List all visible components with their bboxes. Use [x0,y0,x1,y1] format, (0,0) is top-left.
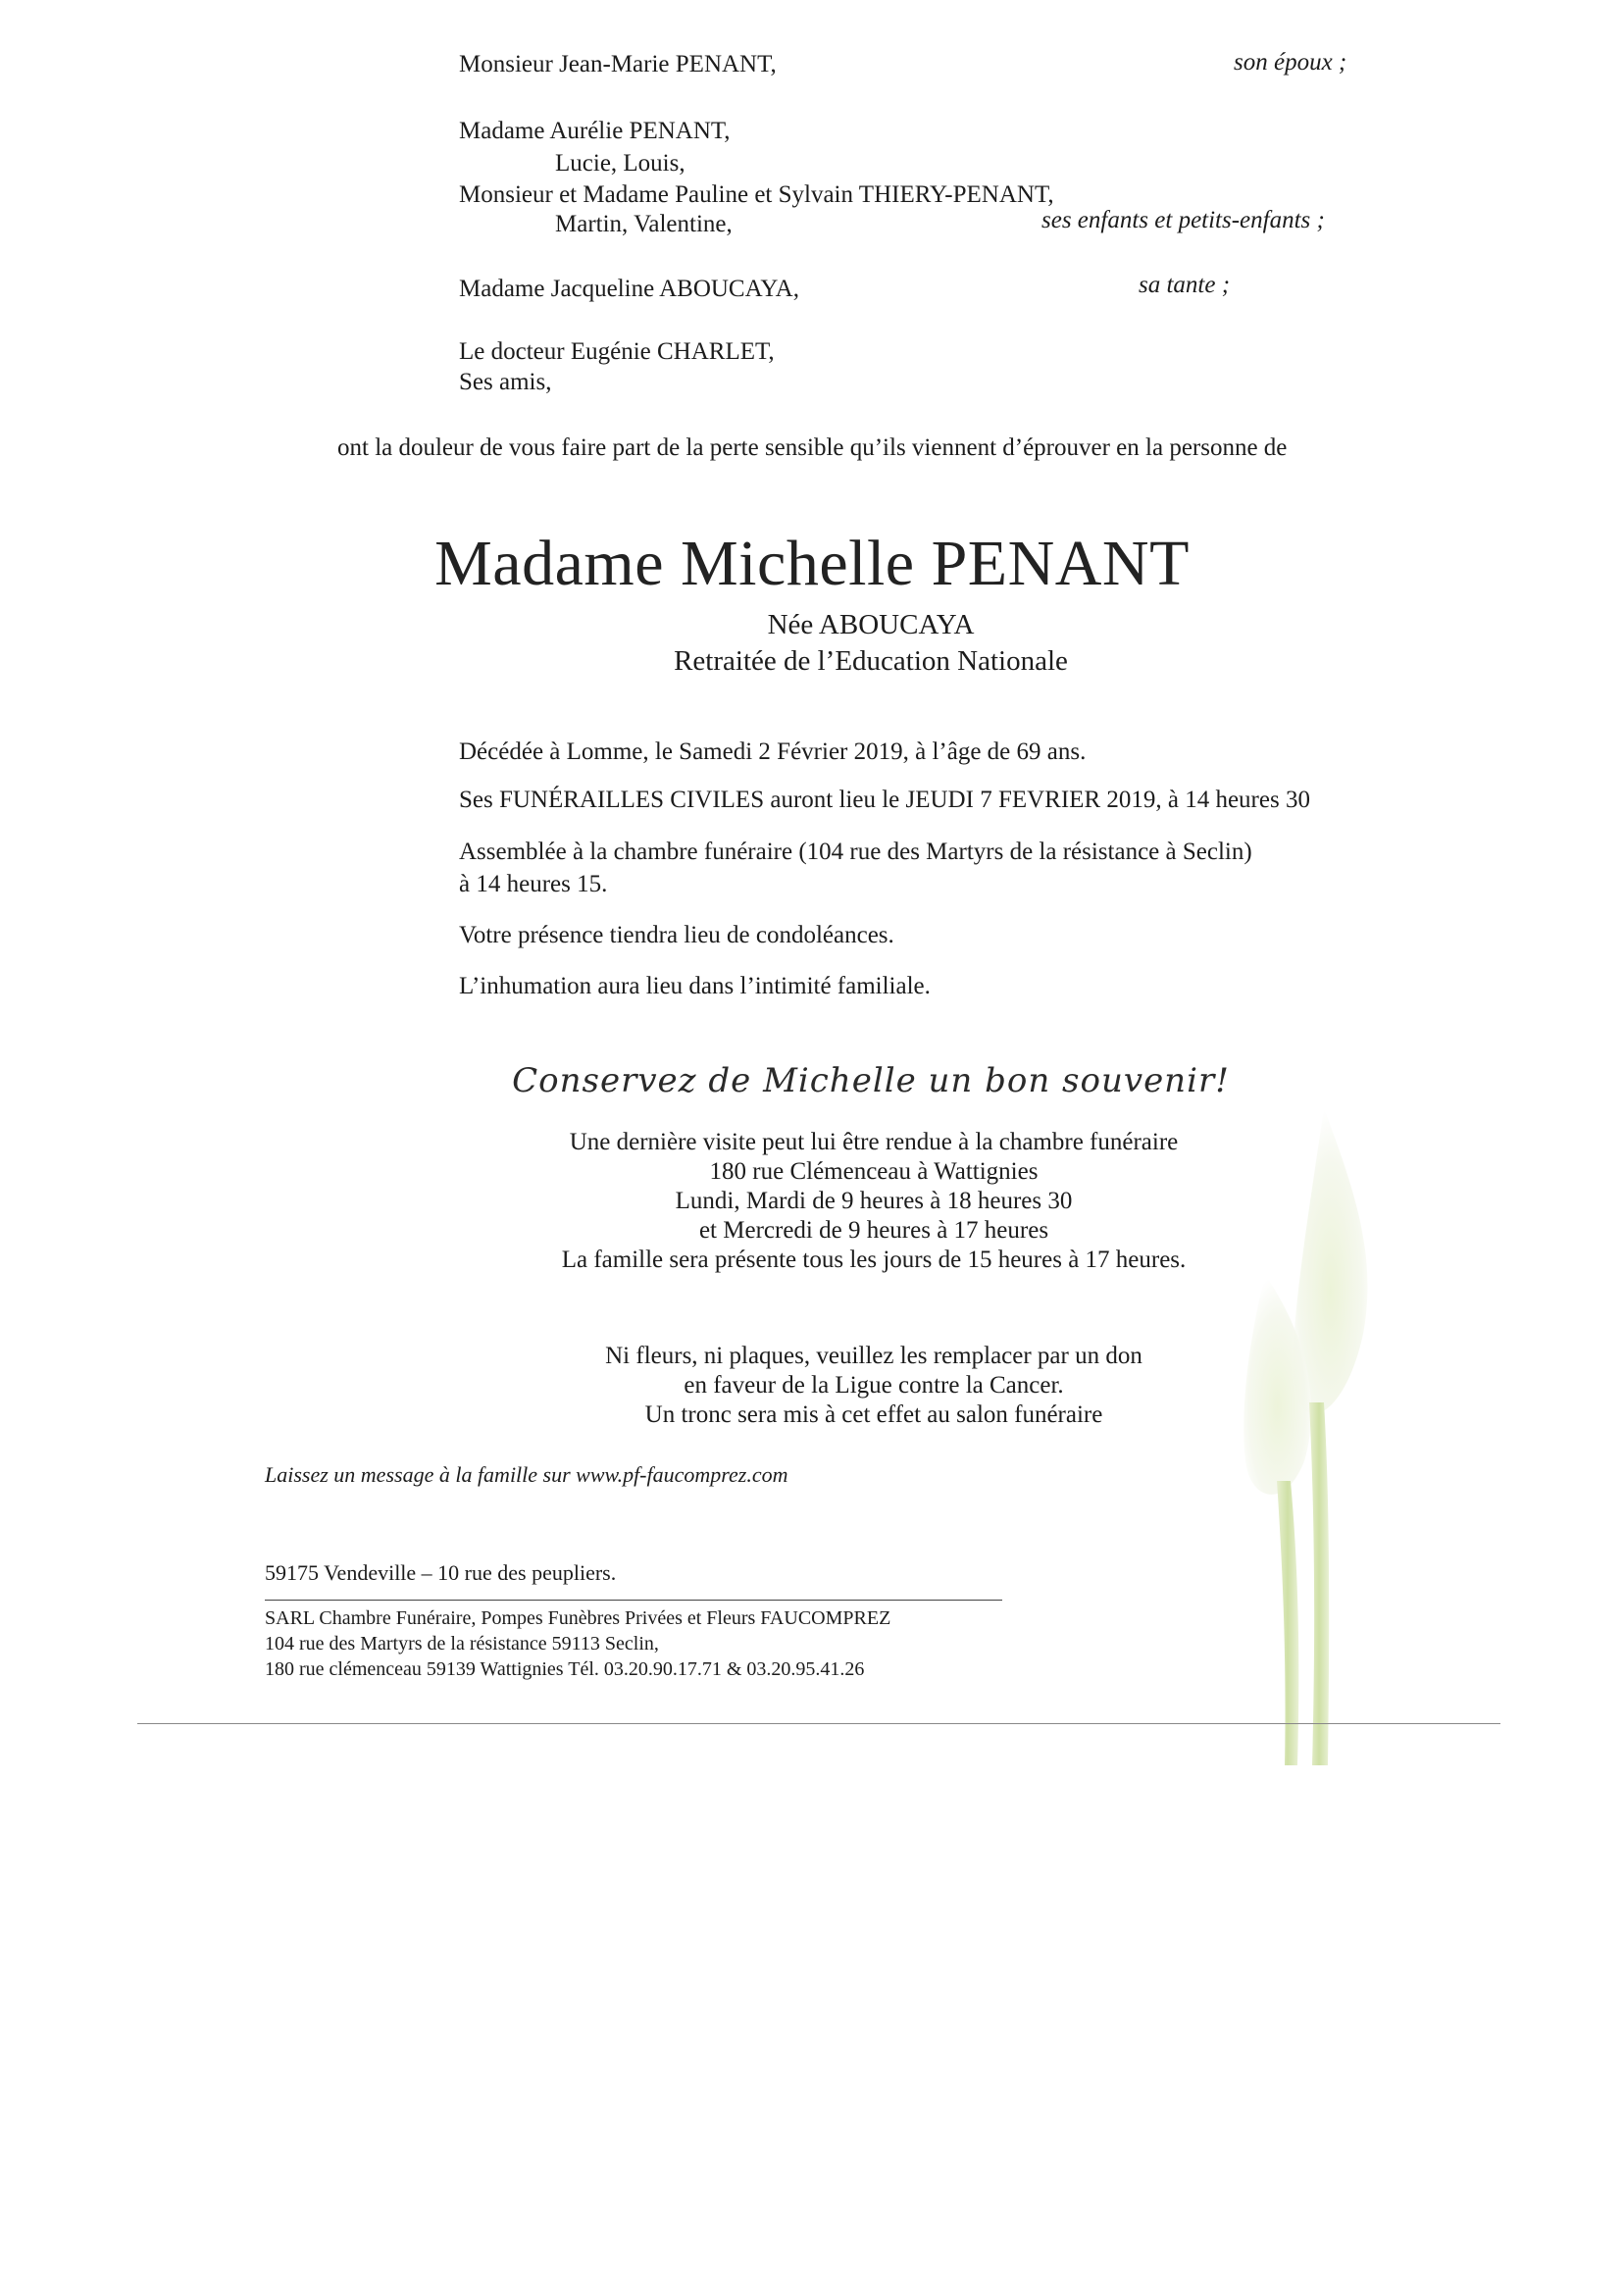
burial-note: L’inhumation aura lieu dans l’intimité familiale. [459,973,931,999]
announcement-text: ont la douleur de vous faire part de la perte sensible qu’ils viennent d’éprouver en la personne de [337,434,1288,461]
others-line-2: Ses amis, [459,369,552,395]
funeral-details: Ses FUNÉRAILLES CIVILES auront lieu le JEUDI 7 FEVRIER 2019, à 14 heures 30 [459,787,1310,813]
online-message-note: Laissez un message à la famille sur www.pf-faucomprez.com [265,1462,788,1487]
flowers-line-2: en faveur de la Ligue contre la Cancer. [684,1372,1064,1399]
husband-role: son époux ; [1234,49,1347,76]
visit-line-5: La famille sera présente tous les jours de 15 heures à 17 heures. [561,1247,1187,1273]
visit-line-2: 180 rue Clémenceau à Wattignies [709,1158,1039,1185]
assembly-line-1: Assemblée à la chambre funéraire (104 rue des Martyrs de la résistance à Seclin) [459,839,1252,865]
funeral-home-footer [265,1605,890,1682]
footer-line-2: 104 rue des Martyrs de la résistance 59113 Seclin, [265,1633,659,1655]
deceased-born-name: Née ABOUCAYA [767,609,975,640]
aunt-name: Madame Jacqueline ABOUCAYA, [459,276,799,302]
children-line-3: Monsieur et Madame Pauline et Sylvain THIERY-PENANT, [459,181,1054,208]
condolences-note: Votre présence tiendra lieu de condoléances. [459,922,894,948]
footer-divider [265,1600,1002,1601]
death-details: Décédée à Lomme, le Samedi 2 Février 2019, à l’âge de 69 ans. [459,738,1087,765]
family-address: 59175 Vendeville – 10 rue des peupliers. [265,1560,617,1585]
flowers-line-1: Ni fleurs, ni plaques, veuillez les remplacer par un don [605,1343,1142,1369]
footer-line-3: 180 rue clémenceau 59139 Wattignies Tél. 03.20.90.17.71 & 03.20.95.41.26 [265,1658,865,1680]
assembly-line-2: à 14 heures 15. [459,871,608,897]
aunt-role: sa tante ; [1139,272,1231,298]
children-line-1: Madame Aurélie PENANT, [459,118,731,144]
visit-info [0,1128,1624,1275]
page-bottom-divider [137,1723,1500,1724]
visit-line-1: Une dernière visite peut lui être rendue à la chambre funéraire [569,1129,1179,1155]
flowers-info [0,1342,1624,1430]
others-line-1: Le docteur Eugénie CHARLET, [459,338,775,365]
visit-line-4: et Mercredi de 9 heures à 17 heures [698,1217,1049,1244]
husband-name: Monsieur Jean-Marie PENANT, [459,51,777,77]
flowers-line-3: Un tronc sera mis à cet effet au salon funéraire [644,1401,1103,1428]
children-role: ses enfants et petits-enfants ; [1041,207,1325,233]
children-line-2: Lucie, Louis, [555,150,685,177]
deceased-name: Madame Michelle PENANT [434,528,1190,599]
children-line-4: Martin, Valentine, [555,211,733,237]
memory-line: Conservez de Michelle un bon souvenir! [512,1061,1230,1100]
visit-line-3: Lundi, Mardi de 9 heures à 18 heures 30 [675,1188,1073,1214]
deceased-occupation: Retraitée de l’Education Nationale [674,645,1068,677]
footer-line-1: SARL Chambre Funéraire, Pompes Funèbres Privées et Fleurs FAUCOMPREZ [265,1607,891,1629]
